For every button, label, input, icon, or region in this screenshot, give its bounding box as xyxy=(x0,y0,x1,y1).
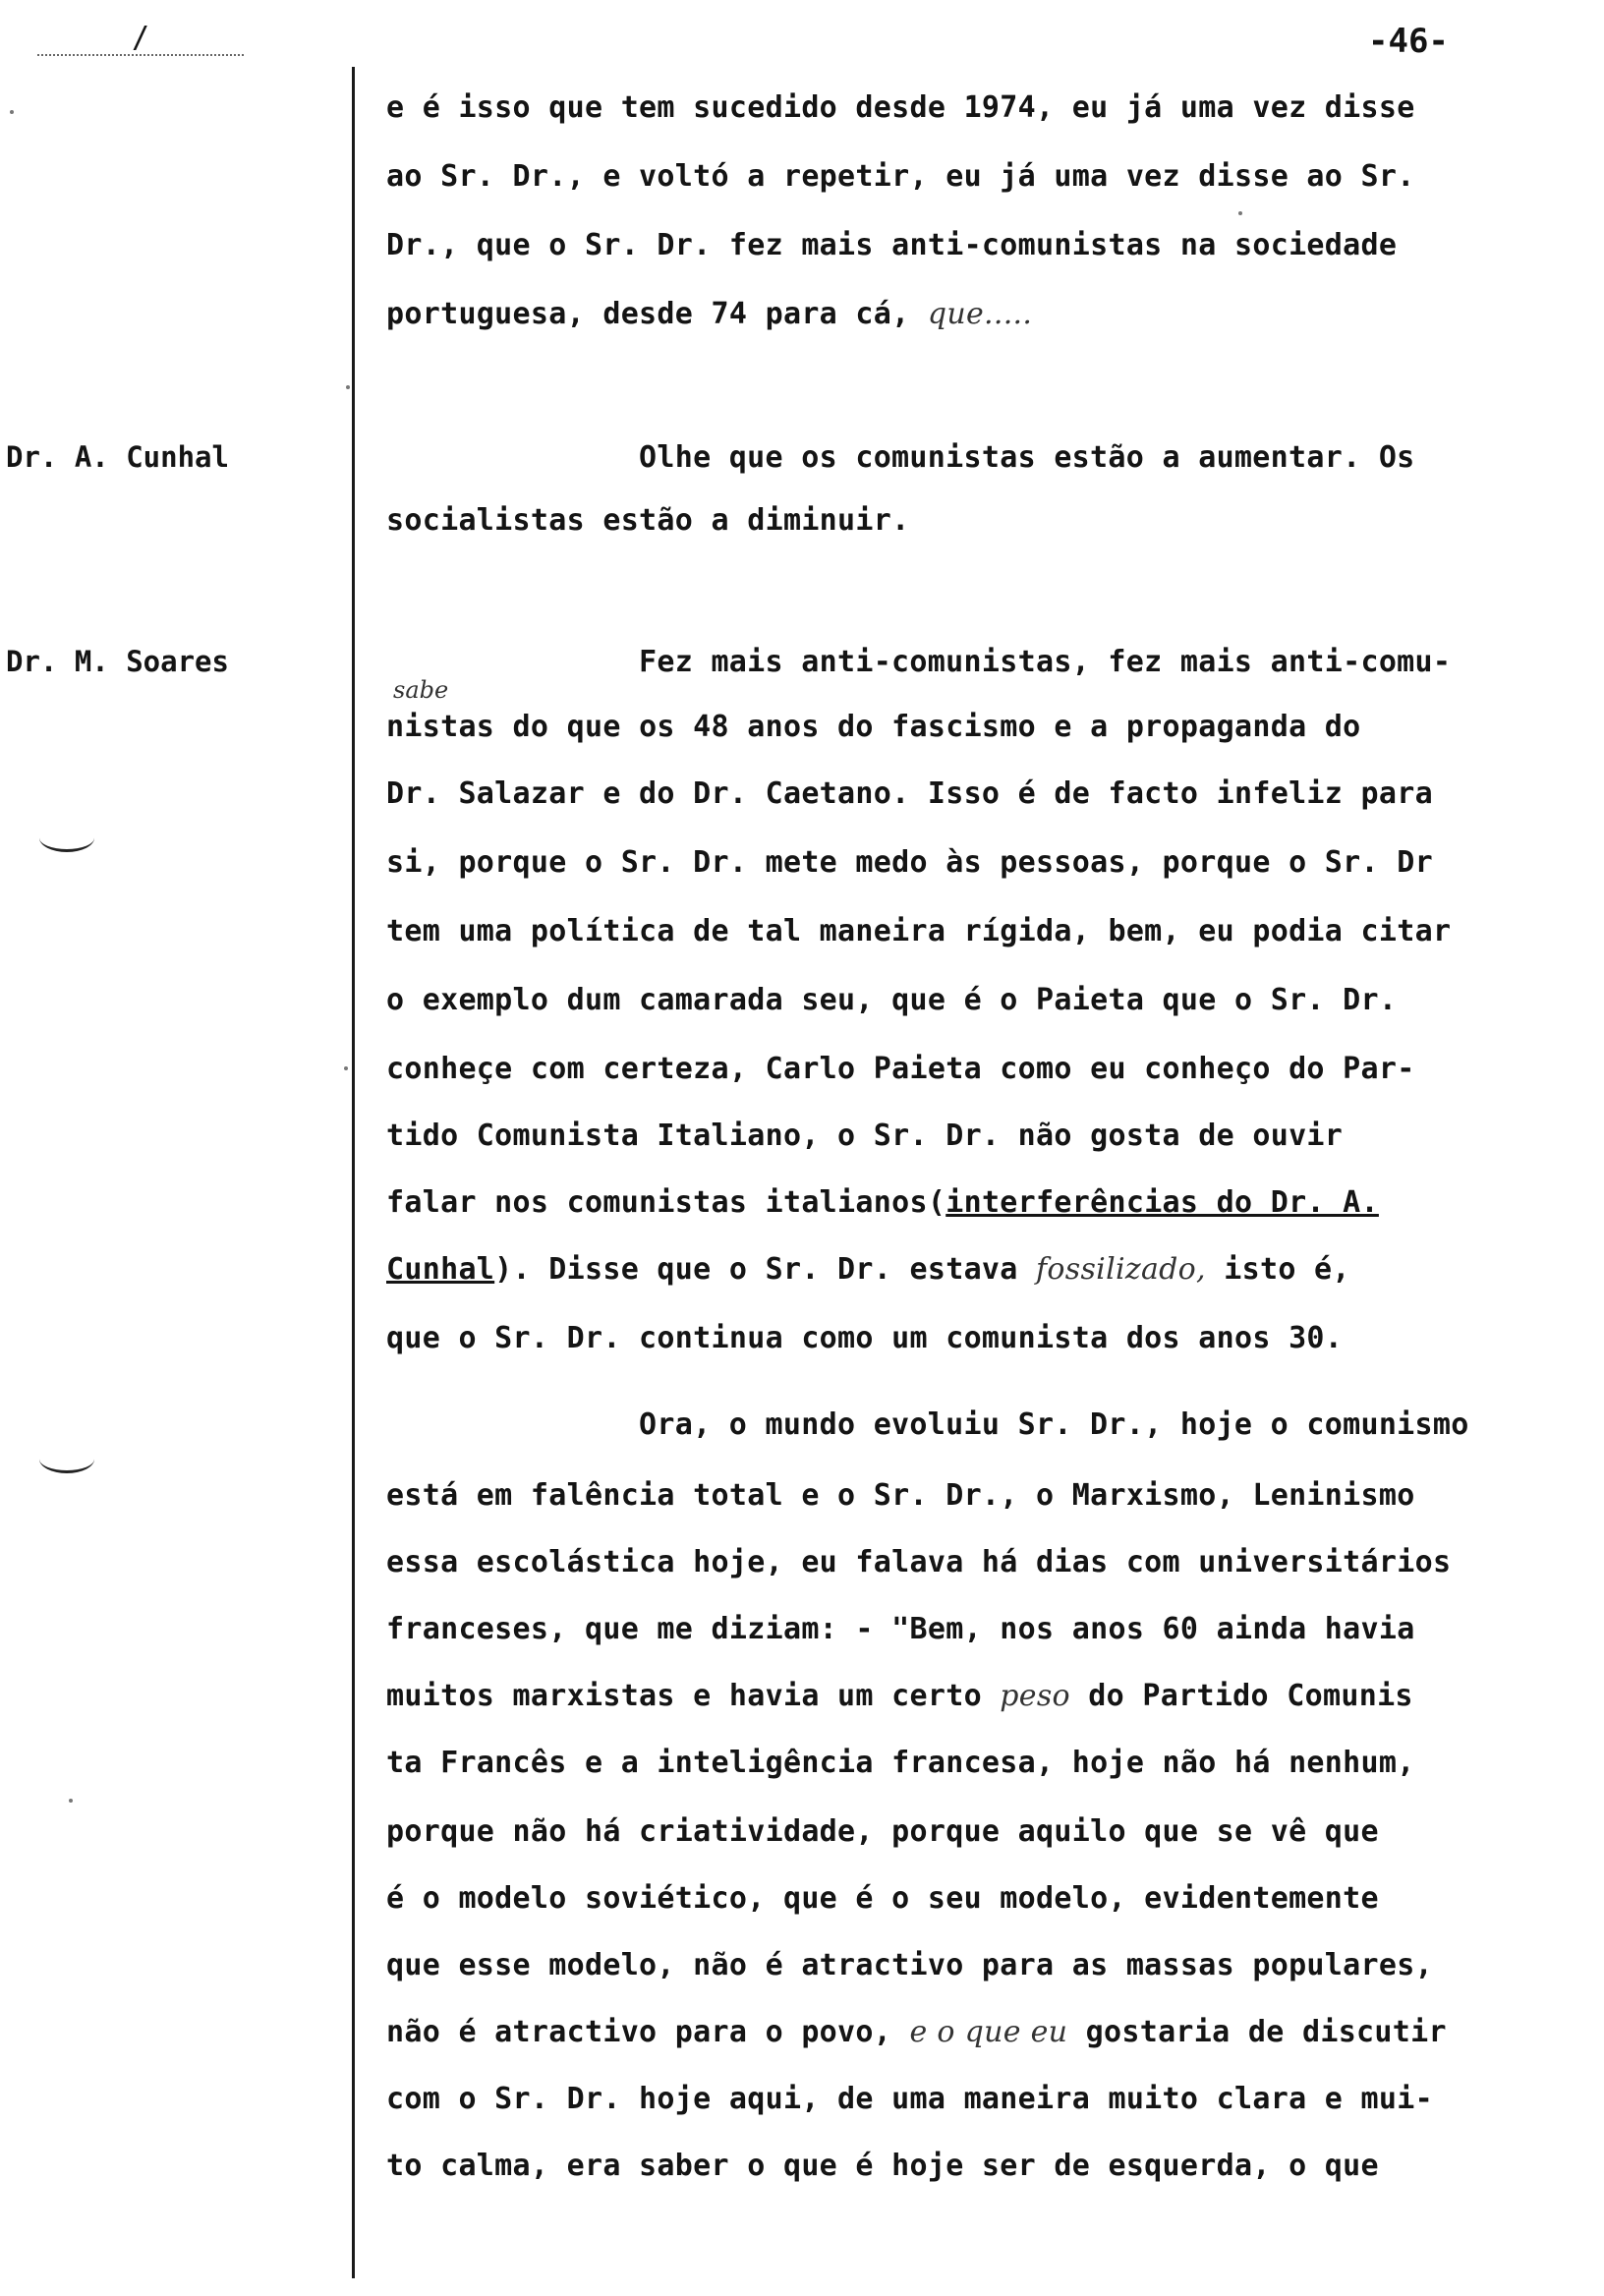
transcript-line: Olhe que os comunistas estão a aumentar. Os xyxy=(639,440,1415,475)
transcript-line: o exemplo dum camarada seu, que é o Paieta que o Sr. Dr. xyxy=(386,983,1398,1017)
line-text: muitos marxistas e havia um certo xyxy=(386,1679,1001,1713)
speaker-label-cunhal: Dr. A. Cunhal xyxy=(6,440,229,474)
handwritten-annotation: que..... xyxy=(927,297,1033,331)
transcript-line: Ora, o mundo evoluiu Sr. Dr., hoje o comunismo xyxy=(639,1407,1469,1442)
transcript-line: e é isso que tem sucedido desde 1974, eu já uma vez disse xyxy=(386,90,1415,125)
folio-slash: / xyxy=(132,21,150,55)
transcript-line: essa escolástica hoje, eu falava há dias com universitários xyxy=(386,1545,1452,1579)
line-text: portuguesa, desde 74 para cá, xyxy=(386,297,910,331)
speaker-label-soares: Dr. M. Soares xyxy=(6,645,229,678)
line-text: ). Disse que o Sr. Dr. estava xyxy=(494,1252,1037,1287)
line-text: nistas xyxy=(386,710,495,744)
handwritten-annotation: fossilizado, xyxy=(1036,1252,1206,1287)
scan-speck xyxy=(344,1066,348,1070)
transcript-line: Dr., que o Sr. Dr. fez mais anti-comunistas na sociedade xyxy=(386,228,1398,262)
transcript-line: socialistas estão a diminuir. xyxy=(386,503,910,538)
line-text: não é atractivo para o povo, xyxy=(386,2015,910,2049)
transcript-line: franceses, que me diziam: - "Bem, nos anos 60 ainda havia xyxy=(386,1612,1415,1646)
transcript-line: com o Sr. Dr. hoje aqui, de uma maneira muito clara e mui- xyxy=(386,2082,1433,2116)
scan-speck xyxy=(10,110,14,114)
transcript-line: to calma, era saber o que é hoje ser de esquerda, o que xyxy=(386,2149,1379,2183)
page-number: -46- xyxy=(1368,22,1449,61)
transcript-line: tido Comunista Italiano, o Sr. Dr. não gosta de ouvir xyxy=(386,1119,1344,1153)
transcript-line xyxy=(386,1679,1413,1713)
transcript-line: está em falência total e o Sr. Dr., o Marxismo, Leninismo xyxy=(386,1478,1415,1513)
scan-speck xyxy=(346,385,350,389)
transcript-line: conheçe com certeza, Carlo Paieta como eu conheço do Par- xyxy=(386,1052,1415,1086)
transcript-line xyxy=(386,2015,1447,2049)
transcript-line: ta Francês e a inteligência francesa, hoje não há nenhum, xyxy=(386,1746,1415,1780)
line-text: isto é, xyxy=(1205,1252,1350,1287)
transcript-line: que esse modelo, não é atractivo para as massas populares, xyxy=(386,1948,1433,1982)
scan-speck xyxy=(69,1799,73,1803)
transcript-line: Dr. Salazar e do Dr. Caetano. Isso é de facto infeliz para xyxy=(386,776,1433,811)
transcript-line: si, porque o Sr. Dr. mete medo às pessoas, porque o Sr. Dr xyxy=(386,845,1433,880)
line-text: gostaria de discutir xyxy=(1067,2015,1447,2049)
folio-mark xyxy=(37,21,244,56)
transcript-line: Fez mais anti-comunistas, fez mais anti-comu- xyxy=(639,645,1452,679)
transcript-line: que o Sr. Dr. continua como um comunista dos anos 30. xyxy=(386,1321,1344,1355)
transcript-line: é o modelo soviético, que é o seu modelo, evidentemente xyxy=(386,1881,1379,1916)
handwritten-annotation: peso xyxy=(1000,1679,1070,1713)
underlined-interjection: interferências do Dr. A. xyxy=(945,1185,1379,1220)
margin-divider-line xyxy=(352,67,355,2278)
line-text: do que os 48 anos do fascismo e a propaganda do xyxy=(494,710,1361,744)
transcript-line xyxy=(386,710,1361,744)
transcript-line xyxy=(386,1185,1379,1220)
transcript-line xyxy=(386,297,1032,331)
line-text: do Partido Comunis xyxy=(1069,1679,1413,1713)
handwritten-annotation: e o que eu xyxy=(909,2015,1068,2049)
transcript-line xyxy=(386,1252,1350,1287)
margin-bracket-mark xyxy=(39,824,94,852)
underlined-interjection: Cunhal xyxy=(386,1252,495,1287)
transcript-line: porque não há criatividade, porque aquilo que se vê que xyxy=(386,1814,1379,1849)
handwritten-annotation: sabe xyxy=(393,676,449,704)
transcript-line: ao Sr. Dr., e voltó a repetir, eu já uma vez disse ao Sr. xyxy=(386,159,1415,194)
line-text: falar nos comunistas italianos( xyxy=(386,1185,946,1220)
scan-speck xyxy=(1238,211,1242,215)
margin-bracket-mark xyxy=(39,1445,94,1473)
transcript-line: tem uma política de tal maneira rígida, bem, eu podia citar xyxy=(386,914,1452,948)
